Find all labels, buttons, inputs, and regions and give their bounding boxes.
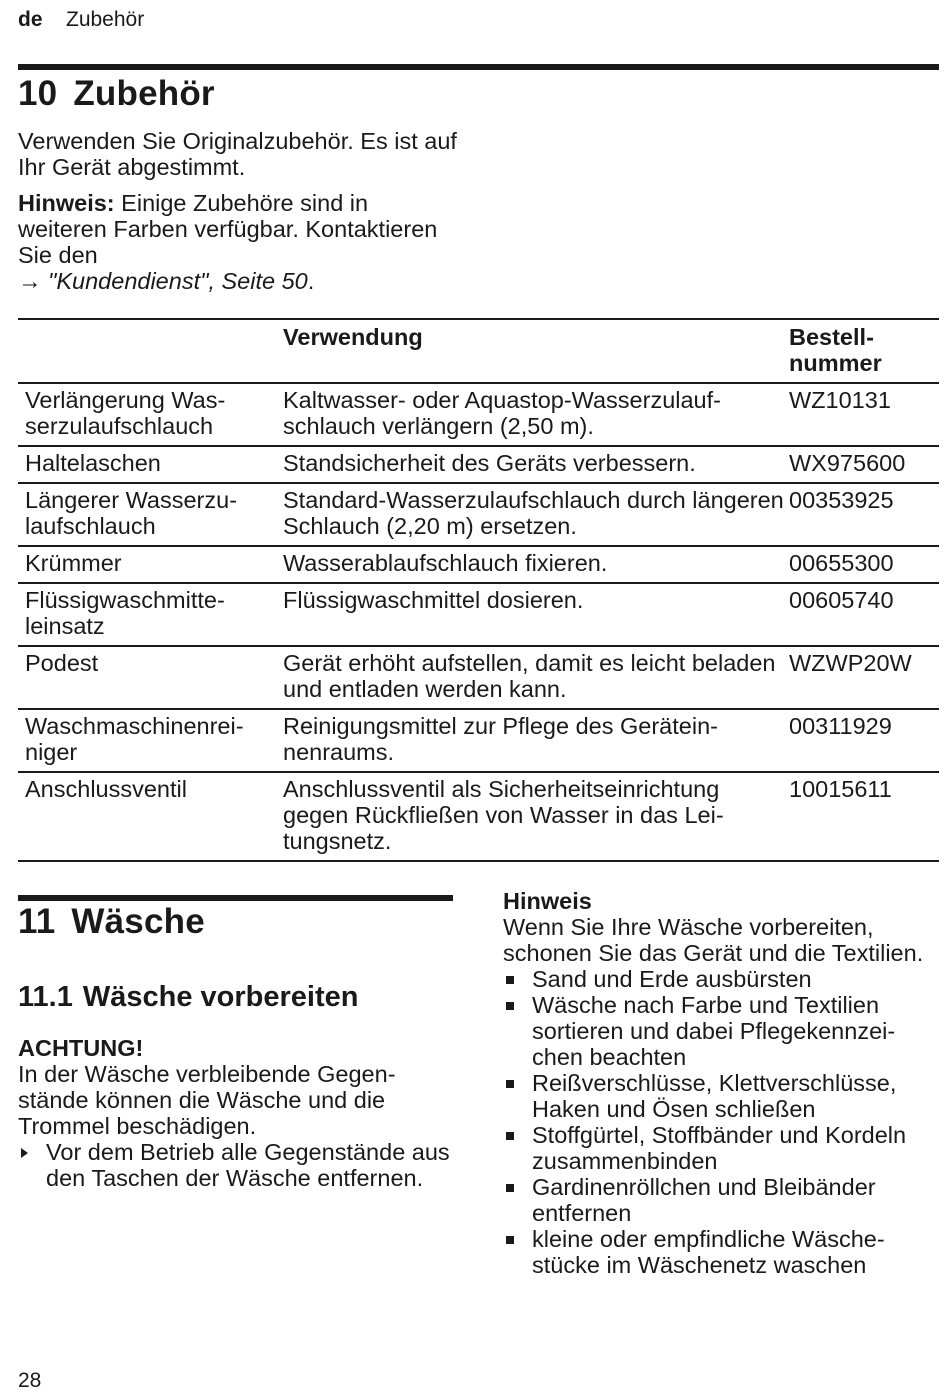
accessory-order-number: WX975600 [789, 450, 906, 476]
table-row [18, 383, 939, 446]
hint-text: Wenn Sie Ihre Wäsche vorbereiten, schonen Sie das Gerät und die Textilien. [503, 914, 924, 966]
accessory-name: Flüssigwaschmitteleinsatz [25, 587, 225, 639]
page-number: 28 [18, 1369, 42, 1392]
note-end: . [307, 268, 315, 294]
section-divider [18, 895, 453, 901]
accessory-usage: Standsicherheit des Geräts verbessern. [283, 450, 696, 476]
note-label: Hinweis: [18, 190, 115, 216]
accessory-name: Haltelaschen [25, 450, 161, 476]
subsection-number: 11.1 [18, 981, 73, 1013]
accessory-usage: Gerät erhöht aufstellen, damit es leicht beladen und entladen werden kann. [283, 650, 776, 702]
table-row [18, 709, 939, 772]
section-divider [18, 64, 939, 70]
hint-block [503, 888, 933, 1278]
list-item [503, 1226, 933, 1278]
square-bullet-icon [506, 1236, 514, 1244]
square-bullet-icon [506, 1132, 514, 1140]
warning-step-text: Vor dem Betrieb alle Gegenstände aus den Taschen der Wäsche entfernen. [46, 1139, 450, 1191]
intro-paragraph: Verwenden Sie Originalzubehör. Es ist auf Ihr Gerät abgestimmt. [18, 128, 457, 180]
section-10-intro [18, 128, 458, 304]
list-item [503, 992, 933, 1070]
header-section-title: Zubehör [66, 8, 145, 31]
customer-service-link[interactable]: "Kundendienst", Seite 50 [48, 268, 308, 294]
list-item [503, 1070, 933, 1122]
square-bullet-icon [506, 1184, 514, 1192]
accessory-order-number: WZWP20W [789, 650, 912, 676]
accessory-name: Anschlussventil [25, 776, 187, 802]
triangle-bullet-icon [21, 1148, 28, 1158]
header-order-number: Bestellnummer [789, 324, 882, 376]
hint-title: Hinweis [503, 888, 592, 914]
list-item [503, 1174, 933, 1226]
warning-block [18, 1035, 458, 1191]
section-number: 10 [18, 74, 58, 113]
accessory-usage: Flüssigwaschmittel dosieren. [283, 587, 584, 613]
warning-step [18, 1139, 458, 1191]
accessories-table [18, 318, 939, 862]
list-item-text: kleine oder empfindliche Wäschestücke im Wäschenetz waschen [532, 1226, 885, 1278]
table-row [18, 646, 939, 709]
hint-list [503, 966, 933, 1278]
arrow-right-icon: → [18, 268, 42, 294]
accessory-name: Krümmer [25, 550, 122, 576]
section-title: Zubehör [73, 74, 215, 113]
section-number: 11 [18, 902, 56, 941]
accessory-name: Waschmaschinenreiniger [25, 713, 244, 765]
accessory-order-number: 00655300 [789, 550, 894, 576]
accessory-order-number: 00311929 [789, 713, 892, 739]
section-title: Wäsche [71, 902, 205, 941]
list-item-text: Gardinenröllchen und Bleibänder entfernen [532, 1174, 876, 1226]
accessory-usage: Wasserablaufschlauch fixieren. [283, 550, 608, 576]
subsection-title: Wäsche vorbereiten [82, 981, 359, 1013]
table-row [18, 446, 939, 483]
accessory-usage: Reinigungsmittel zur Pflege des Geräteinnenraums. [283, 713, 718, 765]
header-usage: Verwendung [283, 324, 423, 350]
section-11-heading [18, 902, 205, 942]
accessory-order-number: 10015611 [789, 776, 892, 802]
table-row [18, 583, 939, 646]
accessory-order-number: WZ10131 [789, 387, 891, 413]
list-item-text: Reißverschlüsse, Klettverschlüsse, Haken und Ösen schließen [532, 1070, 897, 1122]
accessory-usage: Anschlussventil als Sicherheitseinrichtung gegen Rückfließen von Wasser in das Leitungsnetz. [283, 776, 724, 854]
accessory-usage: Standard-Wasserzulaufschlauch durch längeren Schlauch (2,20 m) ersetzen. [283, 487, 784, 539]
accessory-name: Podest [25, 650, 99, 676]
list-item-text: Wäsche nach Farbe und Textilien sortieren und dabei Pflegekennzeichen beachten [532, 992, 896, 1070]
header-language: de [18, 8, 43, 31]
header-accessory [18, 319, 283, 383]
accessory-order-number: 00605740 [789, 587, 894, 613]
table-header-row [18, 319, 939, 383]
list-item [503, 1122, 933, 1174]
list-item-text: Sand und Erde ausbürsten [532, 966, 812, 992]
warning-title: ACHTUNG! [18, 1035, 144, 1061]
note-text: Einige Zubehöre sind in weiteren Farben verfügbar. Kontaktieren Sie den [18, 190, 438, 268]
section-10-heading [18, 74, 215, 114]
table-row [18, 483, 939, 546]
accessory-usage: Kaltwasser- oder Aquastop-Wasserzulaufschlauch verlängern (2,50 m). [283, 387, 721, 439]
note-paragraph [18, 190, 458, 294]
warning-text: In der Wäsche verbleibende Gegenstände können die Wäsche und die Trommel beschädigen. [18, 1061, 396, 1139]
square-bullet-icon [506, 976, 514, 984]
list-item [503, 966, 933, 992]
accessory-name: Längerer Wasserzulaufschlauch [25, 487, 238, 539]
table-row [18, 772, 939, 861]
square-bullet-icon [506, 1002, 514, 1010]
subsection-heading [18, 981, 358, 1014]
accessory-name: Verlängerung Wasserzulaufschlauch [25, 387, 226, 439]
list-item-text: Stoffgürtel, Stoffbänder und Kordeln zusammenbinden [532, 1122, 907, 1174]
square-bullet-icon [506, 1080, 514, 1088]
accessory-order-number: 00353925 [789, 487, 894, 513]
table-row [18, 546, 939, 583]
